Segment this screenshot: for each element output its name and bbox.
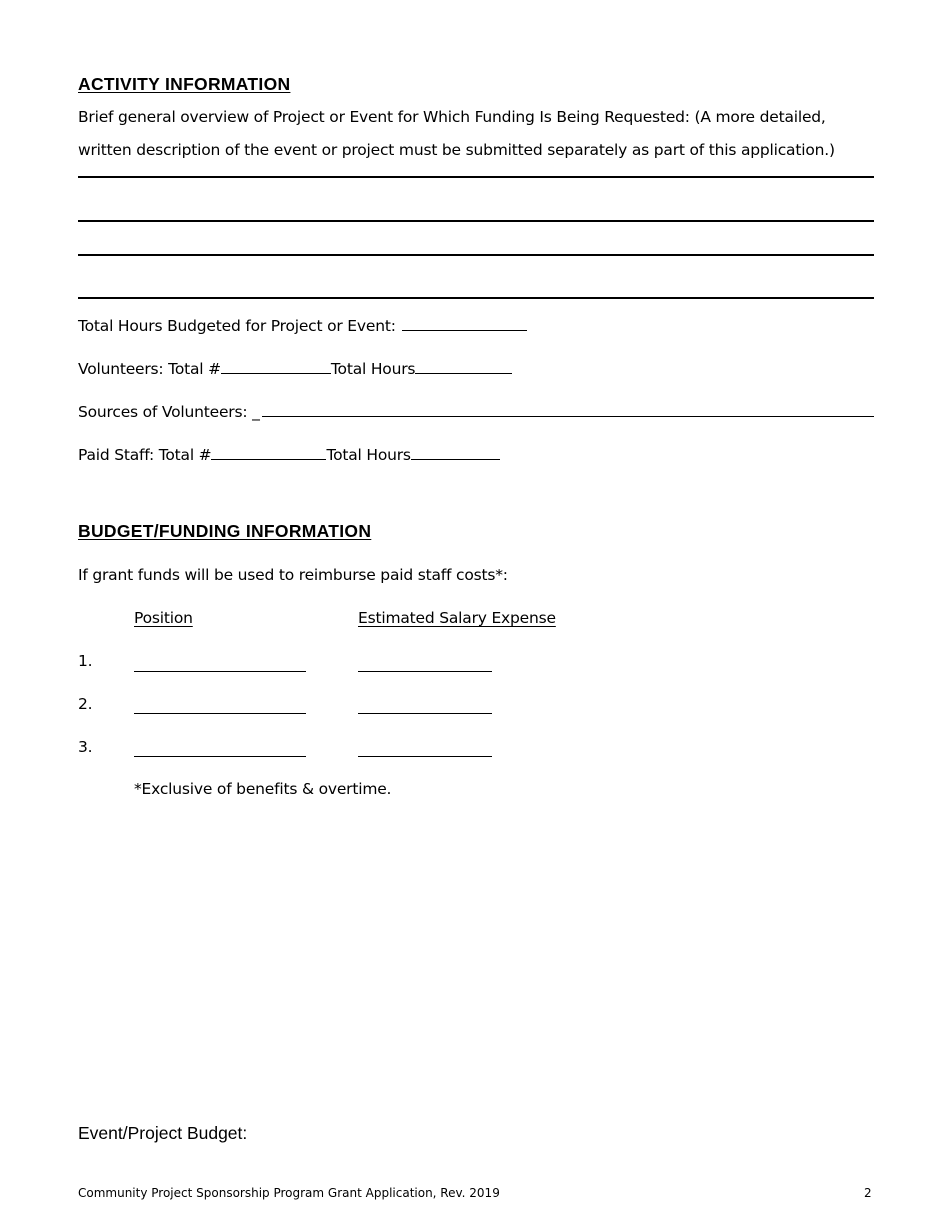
- page-number: 2: [864, 1186, 872, 1200]
- position-column-header: Position: [134, 609, 193, 627]
- overview-answer-line-4[interactable]: [78, 297, 874, 299]
- overview-answer-line-3[interactable]: [78, 254, 874, 256]
- paid-staff-total-hours-label: Total Hours: [326, 446, 411, 464]
- overview-text-line2: written description of the event or project must be submitted separately as part of this application.): [78, 141, 835, 159]
- footer-title: Community Project Sponsorship Program Grant Application, Rev. 2019: [78, 1186, 500, 1200]
- total-hours-label: Total Hours Budgeted for Project or Event:: [78, 317, 396, 335]
- salary-footnote: *Exclusive of benefits & overtime.: [134, 780, 392, 798]
- event-budget-label: Event/Project Budget:: [78, 1123, 248, 1143]
- paid-staff-total-label: Paid Staff: Total #: [78, 446, 212, 464]
- budget-heading: BUDGET/FUNDING INFORMATION: [78, 521, 372, 541]
- staff-row-number: 2.: [78, 695, 93, 713]
- paid-staff-total-hours-field[interactable]: [411, 445, 500, 460]
- overview-answer-line-2[interactable]: [78, 220, 874, 222]
- volunteers-row: [78, 359, 512, 378]
- volunteers-total-label: Volunteers: Total #: [78, 360, 221, 378]
- total-hours-row: [78, 316, 527, 335]
- salary-column-header: Estimated Salary Expense: [358, 609, 556, 627]
- salary-field[interactable]: [358, 713, 492, 714]
- overview-text-line1: Brief general overview of Project or Event for Which Funding Is Being Requested: (A more detailed,: [78, 108, 826, 126]
- paid-staff-total-field[interactable]: [211, 445, 326, 460]
- volunteers-total-hours-field[interactable]: [415, 359, 512, 374]
- volunteers-total-hours-label: Total Hours: [330, 360, 416, 378]
- staff-row-number: 1.: [78, 652, 93, 670]
- position-field[interactable]: [134, 671, 306, 672]
- staff-row-number: 3.: [78, 738, 93, 756]
- grant-funds-text: If grant funds will be used to reimburse paid staff costs*:: [78, 566, 508, 584]
- salary-field[interactable]: [358, 756, 492, 757]
- position-field[interactable]: [134, 756, 306, 757]
- sources-field[interactable]: [262, 402, 874, 417]
- overview-answer-line-1[interactable]: [78, 176, 874, 178]
- salary-field[interactable]: [358, 671, 492, 672]
- position-field[interactable]: [134, 713, 306, 714]
- total-hours-field[interactable]: [402, 316, 527, 331]
- sources-row: [78, 402, 874, 421]
- sources-label: Sources of Volunteers: _: [78, 403, 260, 421]
- activity-heading: ACTIVITY INFORMATION: [78, 74, 291, 94]
- volunteers-total-field[interactable]: [221, 359, 331, 374]
- paid-staff-row: [78, 445, 500, 464]
